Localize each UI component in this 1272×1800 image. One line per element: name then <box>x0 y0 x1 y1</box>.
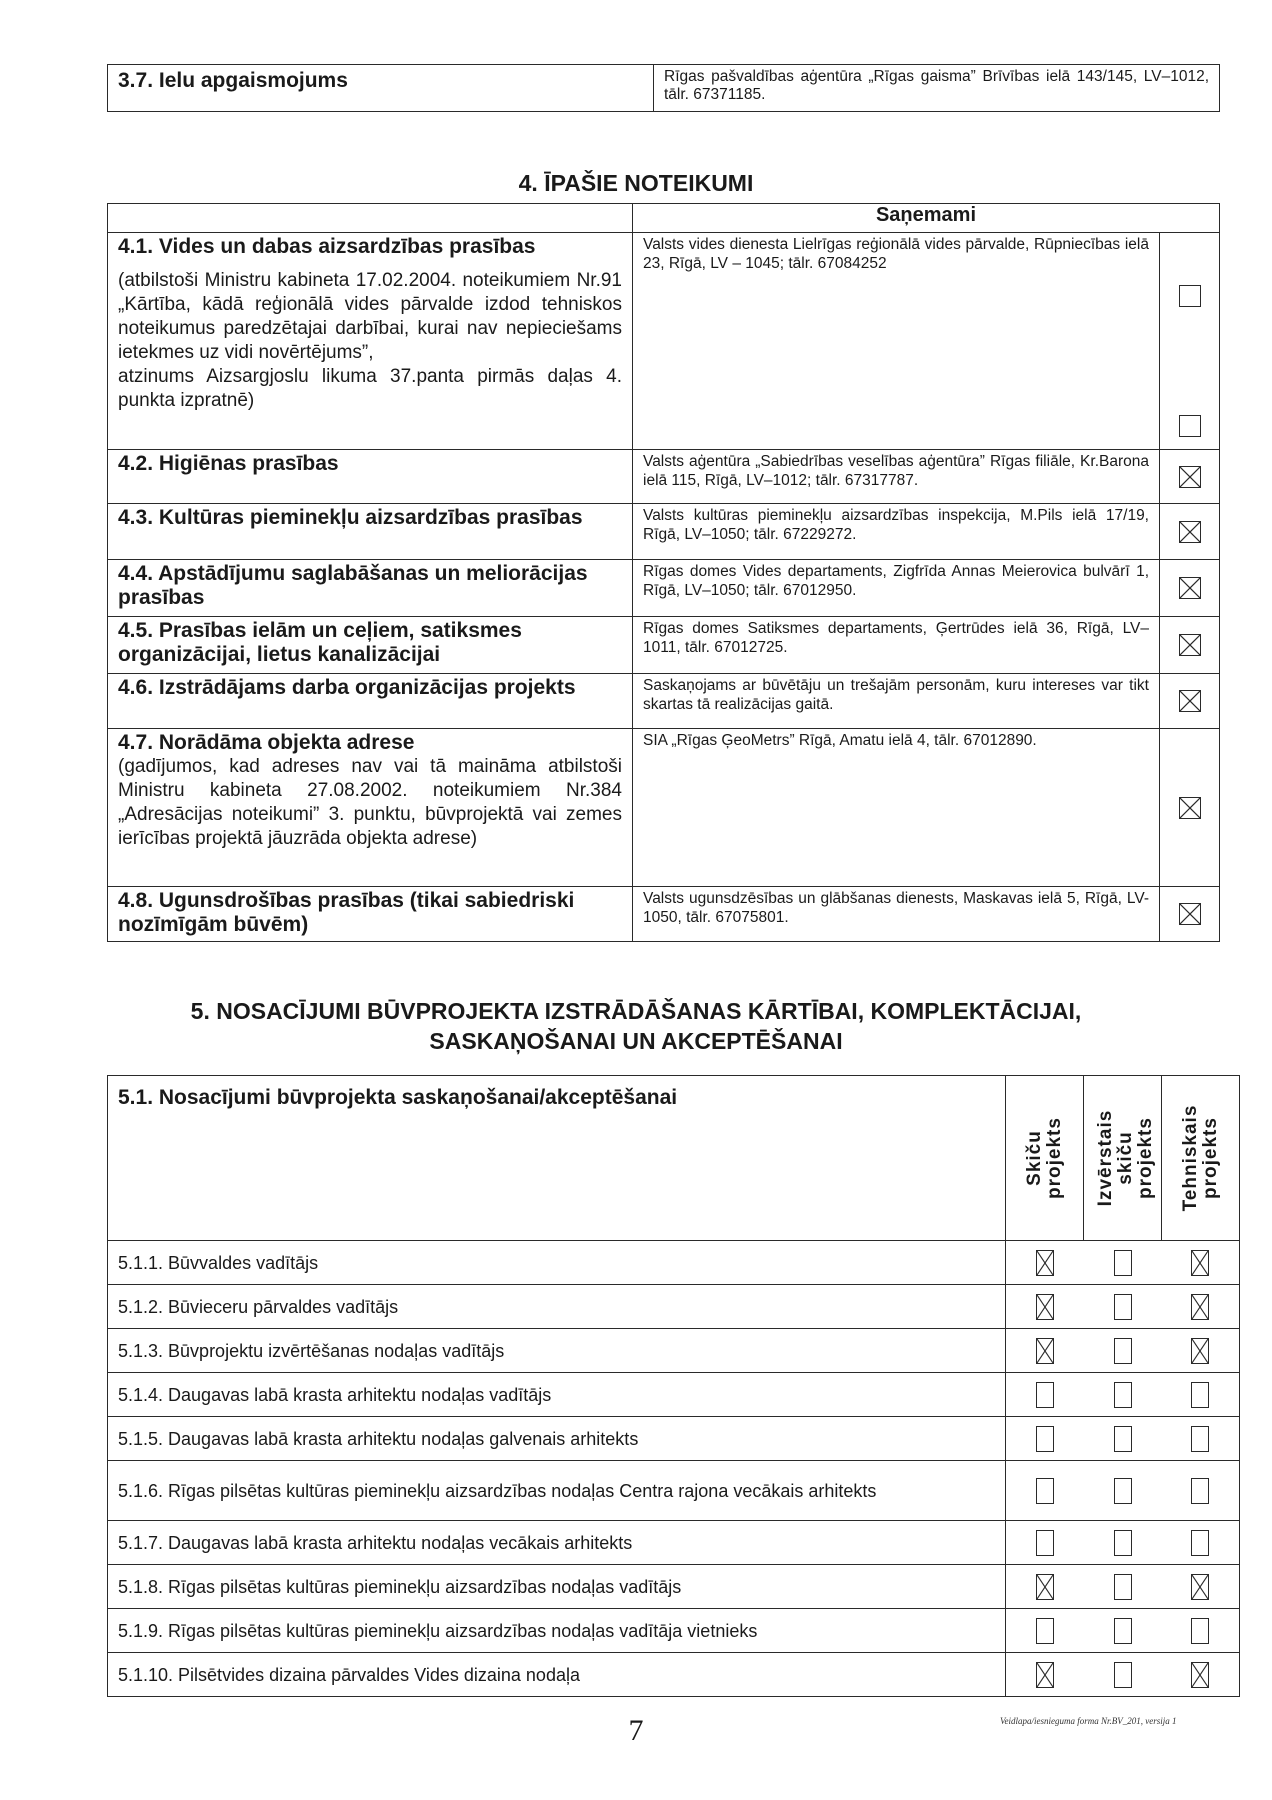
checkbox-cell <box>1006 1565 1084 1609</box>
col-label-line: projekts <box>1135 1117 1157 1199</box>
checkbox-unchecked[interactable] <box>1114 1250 1132 1276</box>
checkbox-cell <box>1162 1285 1240 1329</box>
row-title: 4.1. Vides un dabas aizsardzības prasības <box>118 235 536 258</box>
checkbox-checked[interactable] <box>1179 577 1201 599</box>
x-mark-icon <box>1180 635 1200 655</box>
checkbox-cell <box>1006 1461 1084 1521</box>
row-title: 4.3. Kultūras pieminekļu aizsardzības prasības <box>118 506 583 529</box>
checkbox-checked[interactable] <box>1191 1338 1209 1364</box>
checkbox-cell <box>1006 1285 1084 1329</box>
checkbox-checked[interactable] <box>1036 1662 1054 1688</box>
column-header-received: Saņemami <box>633 204 1220 233</box>
checkbox-unchecked[interactable] <box>1036 1478 1054 1504</box>
x-mark-icon <box>1037 1663 1053 1687</box>
x-mark-icon <box>1192 1575 1208 1599</box>
checkbox-unchecked[interactable] <box>1114 1478 1132 1504</box>
checkbox-checked[interactable] <box>1191 1574 1209 1600</box>
section-5-title-line1: 5. NOSACĪJUMI BŪVPROJEKTA IZSTRĀDĀŠANAS KĀRTĪBAI, KOMPLEKTĀCIJAI, <box>190 998 1082 1024</box>
section-5-title-line2: SASKAŅOŠANAI UN AKCEPTĒŠANAI <box>429 1028 843 1054</box>
row-detail: (atbilstoši Ministru kabineta 17.02.2004. noteikumiem Nr.91 „Kārtība, kādā reģionālā vides pārvalde izdod tehniskos noteikumus paredzētajai darbībai, kurai nav nepieciešams ietekmes uz vidi novērtējums”, <box>118 270 622 363</box>
page-number: 7 <box>628 1714 644 1747</box>
checkbox-checked[interactable] <box>1036 1338 1054 1364</box>
checkbox-unchecked[interactable] <box>1191 1382 1209 1408</box>
checkbox-unchecked[interactable] <box>1179 415 1201 437</box>
row-title: 4.7. Norādāma objekta adrese <box>118 731 415 754</box>
form-footer: Veidlapa/iesnieguma forma Nr.BV_201, versija 1 <box>1000 1716 1177 1726</box>
x-mark-icon <box>1180 798 1200 818</box>
checkbox-checked[interactable] <box>1191 1662 1209 1688</box>
row-label: 5.1.8. Rīgas pilsētas kultūras pieminekļu aizsardzības nodaļas vadītājs <box>108 1565 1006 1609</box>
row-issuer: Valsts vides dienesta Lielrīgas reģionālā vides pārvalde, Rūpniecības ielā 23, Rīgā, LV – 1045; tālr. 67084252 <box>633 233 1160 450</box>
checkbox-unchecked[interactable] <box>1036 1618 1054 1644</box>
row-issuer: SIA „Rīgas ĢeoMetrs” Rīgā, Amatu ielā 4, tālr. 67012890. <box>633 729 1160 887</box>
table-row <box>108 729 1220 887</box>
checkbox-unchecked[interactable] <box>1191 1530 1209 1556</box>
row-detail-2: atzinums Aizsargjoslu likuma 37.panta pirmās daļas 4. punkta izpratnē) <box>118 366 622 411</box>
table-row <box>108 1565 1240 1609</box>
x-mark-icon <box>1192 1663 1208 1687</box>
checkbox-cell <box>1006 1373 1084 1417</box>
row-title: 4.4. Apstādījumu saglabāšanas un meliorācijas prasības <box>118 562 588 609</box>
x-mark-icon <box>1037 1295 1053 1319</box>
checkbox-checked[interactable] <box>1179 903 1201 925</box>
row-issuer: Rīgas domes Satiksmes departaments, Ģertrūdes ielā 36, Rīgā, LV–1011, tālr. 67012725. <box>633 617 1160 674</box>
table-header-title: 5.1. Nosacījumi būvprojekta saskaņošanai/akceptēšanai <box>108 1076 1006 1241</box>
checkbox-cell <box>1162 1417 1240 1461</box>
table-row <box>108 1241 1240 1285</box>
checkbox-unchecked[interactable] <box>1114 1574 1132 1600</box>
approval-conditions-table <box>107 1075 1240 1697</box>
checkbox-cell <box>1162 1609 1240 1653</box>
x-mark-icon <box>1192 1251 1208 1275</box>
row-issuer: Valsts kultūras pieminekļu aizsardzības inspekcija, M.Pils ielā 17/19, Rīgā, LV–1050; tālr. 67229272. <box>633 504 1160 560</box>
checkbox-cell <box>1162 1653 1240 1697</box>
table-row <box>108 450 1220 504</box>
col-label-line: Izvērstais <box>1095 1109 1117 1207</box>
checkbox-cell <box>1084 1565 1162 1609</box>
checkbox-checked[interactable] <box>1036 1574 1054 1600</box>
special-conditions-table <box>107 203 1220 942</box>
checkbox-cell <box>1006 1521 1084 1565</box>
row-issuer: Saskaņojams ar būvētāju un trešajām personām, kuru intereses var tikt skartas tā realizācijas gaitā. <box>633 674 1160 729</box>
header-blank <box>108 204 633 233</box>
section-5-title <box>0 996 1272 1056</box>
checkbox-cell <box>1006 1609 1084 1653</box>
table-row <box>108 1417 1240 1461</box>
col-label-line: skiču <box>1115 1131 1137 1185</box>
checkbox-cell <box>1084 1609 1162 1653</box>
checkbox-cell <box>1084 1285 1162 1329</box>
table-row <box>108 1521 1240 1565</box>
checkbox-checked[interactable] <box>1191 1294 1209 1320</box>
x-mark-icon <box>1037 1575 1053 1599</box>
row-issuer: Valsts aģentūra „Sabiedrības veselības aģentūra” Rīgas filiāle, Kr.Barona ielā 115, Rīgā, LV–1012; tālr. 67317787. <box>633 450 1160 504</box>
row-label-cell <box>108 233 633 450</box>
row-issuer: Rīgas domes Vides departaments, Zigfrīda Annas Meierovica bulvārī 1, Rīgā, LV–1050; tālr. 67012950. <box>633 560 1160 617</box>
table-row <box>108 674 1220 729</box>
checkbox-unchecked[interactable] <box>1036 1382 1054 1408</box>
checkbox-checked[interactable] <box>1179 690 1201 712</box>
section-4-title: 4. ĪPAŠIE NOTEIKUMI <box>518 170 754 196</box>
checkbox-cell <box>1084 1461 1162 1521</box>
checkbox-cell <box>1084 1521 1162 1565</box>
checkbox-checked[interactable] <box>1179 634 1201 656</box>
checkbox-unchecked[interactable] <box>1114 1426 1132 1452</box>
checkbox-cell <box>1006 1653 1084 1697</box>
checkbox-unchecked[interactable] <box>1191 1426 1209 1452</box>
x-mark-icon <box>1180 522 1200 542</box>
checkbox-cell <box>1006 1241 1084 1285</box>
table-row <box>108 560 1220 617</box>
col-label-line: Skiču <box>1023 1130 1045 1186</box>
checkbox-cell <box>1084 1653 1162 1697</box>
row-label: 5.1.6. Rīgas pilsētas kultūras pieminekļu aizsardzības nodaļas Centra rajona vecākais arhitekts <box>108 1461 1006 1521</box>
column-header-extended-sketch <box>1084 1076 1162 1241</box>
x-mark-icon <box>1180 467 1200 487</box>
row-label: 5.1.10. Pilsētvides dizaina pārvaldes Vides dizaina nodaļa <box>108 1653 1006 1697</box>
checkbox-checked[interactable] <box>1179 466 1201 488</box>
checkbox-cell <box>1084 1329 1162 1373</box>
row-title: 4.6. Izstrādājams darba organizācijas projekts <box>118 676 576 699</box>
checkbox-unchecked[interactable] <box>1114 1338 1132 1364</box>
checkbox-unchecked[interactable] <box>1114 1294 1132 1320</box>
row-detail: (gadījumos, kad adreses nav vai tā maināma atbilstoši Ministru kabineta 27.08.2002. noteikumiem Nr.384 „Adresācijas noteikumi” 3. punktu, būvprojektā vai zemes ierīcības projektā jāuzrāda objekta adrese) <box>118 756 622 849</box>
checkbox-cell <box>1084 1417 1162 1461</box>
table-row <box>108 887 1220 942</box>
checkbox-unchecked[interactable] <box>1191 1478 1209 1504</box>
row-title: 4.8. Ugunsdrošības prasības (tikai sabiedriski nozīmīgām būvēm) <box>118 889 575 936</box>
table-row <box>108 1609 1240 1653</box>
table-row <box>108 1653 1240 1697</box>
checkbox-cell <box>1006 1417 1084 1461</box>
row-title: 4.2. Higiēnas prasības <box>118 452 339 475</box>
row-issuer: Valsts ugunsdzēsības un glābšanas dienests, Maskavas ielā 5, Rīgā, LV-1050, tālr. 67075801. <box>633 887 1160 942</box>
col-label-line: projekts <box>1199 1117 1221 1199</box>
x-mark-icon <box>1180 578 1200 598</box>
table-row <box>108 617 1220 674</box>
checkbox-unchecked[interactable] <box>1114 1382 1132 1408</box>
column-header-sketch <box>1006 1076 1084 1241</box>
checkbox-checked[interactable] <box>1036 1294 1054 1320</box>
row-3-7 <box>107 64 1220 112</box>
checkbox-cell <box>1162 1461 1240 1521</box>
row-issuer: Rīgas pašvaldības aģentūra „Rīgas gaisma” Brīvības ielā 143/145, LV–1012, tālr. 67371185. <box>664 68 1209 103</box>
row-label: 5.1.9. Rīgas pilsētas kultūras pieminekļu aizsardzības nodaļas vadītāja vietnieks <box>108 1609 1006 1653</box>
checkbox-unchecked[interactable] <box>1114 1618 1132 1644</box>
row-label: 5.1.1. Būvvaldes vadītājs <box>108 1241 1006 1285</box>
checkbox-checked[interactable] <box>1036 1250 1054 1276</box>
checkbox-unchecked[interactable] <box>1036 1530 1054 1556</box>
checkbox-unchecked[interactable] <box>1114 1530 1132 1556</box>
checkbox-unchecked[interactable] <box>1179 285 1201 307</box>
x-mark-icon <box>1037 1339 1053 1363</box>
column-header-technical <box>1162 1076 1240 1241</box>
table-row <box>108 1461 1240 1521</box>
table-row <box>108 1285 1240 1329</box>
row-label: 5.1.7. Daugavas labā krasta arhitektu nodaļas vecākais arhitekts <box>108 1521 1006 1565</box>
checkbox-cell <box>1162 1565 1240 1609</box>
checkbox-cell <box>1162 1241 1240 1285</box>
table-row <box>108 1329 1240 1373</box>
checkbox-cell <box>1162 1373 1240 1417</box>
x-mark-icon <box>1180 691 1200 711</box>
checkbox-checked[interactable] <box>1179 521 1201 543</box>
col-label-line: projekts <box>1043 1117 1065 1199</box>
checkbox-checked[interactable] <box>1191 1250 1209 1276</box>
x-mark-icon <box>1192 1295 1208 1319</box>
table-row <box>108 504 1220 560</box>
x-mark-icon <box>1037 1251 1053 1275</box>
checkbox-cell <box>1162 1329 1240 1373</box>
checkbox-cell <box>1160 233 1220 450</box>
checkbox-unchecked[interactable] <box>1114 1662 1132 1688</box>
col-label-line: Tehniskais <box>1179 1104 1201 1212</box>
row-label: 5.1.4. Daugavas labā krasta arhitektu nodaļas vadītājs <box>108 1373 1006 1417</box>
table-row <box>108 1373 1240 1417</box>
row-label: 3.7. Ielu apgaismojums <box>108 65 654 111</box>
table-row <box>108 233 1220 450</box>
checkbox-cell <box>1006 1329 1084 1373</box>
checkbox-cell <box>1084 1241 1162 1285</box>
row-label: 5.1.2. Būvieceru pārvaldes vadītājs <box>108 1285 1006 1329</box>
x-mark-icon <box>1192 1339 1208 1363</box>
checkbox-unchecked[interactable] <box>1191 1618 1209 1644</box>
checkbox-cell <box>1162 1521 1240 1565</box>
row-title: 4.5. Prasības ielām un ceļiem, satiksmes organizācijai, lietus kanalizācijai <box>118 619 522 666</box>
x-mark-icon <box>1180 904 1200 924</box>
checkbox-checked[interactable] <box>1179 797 1201 819</box>
row-label: 5.1.3. Būvprojektu izvērtēšanas nodaļas vadītājs <box>108 1329 1006 1373</box>
row-label: 5.1.5. Daugavas labā krasta arhitektu nodaļas galvenais arhitekts <box>108 1417 1006 1461</box>
checkbox-cell <box>1084 1373 1162 1417</box>
checkbox-unchecked[interactable] <box>1036 1426 1054 1452</box>
